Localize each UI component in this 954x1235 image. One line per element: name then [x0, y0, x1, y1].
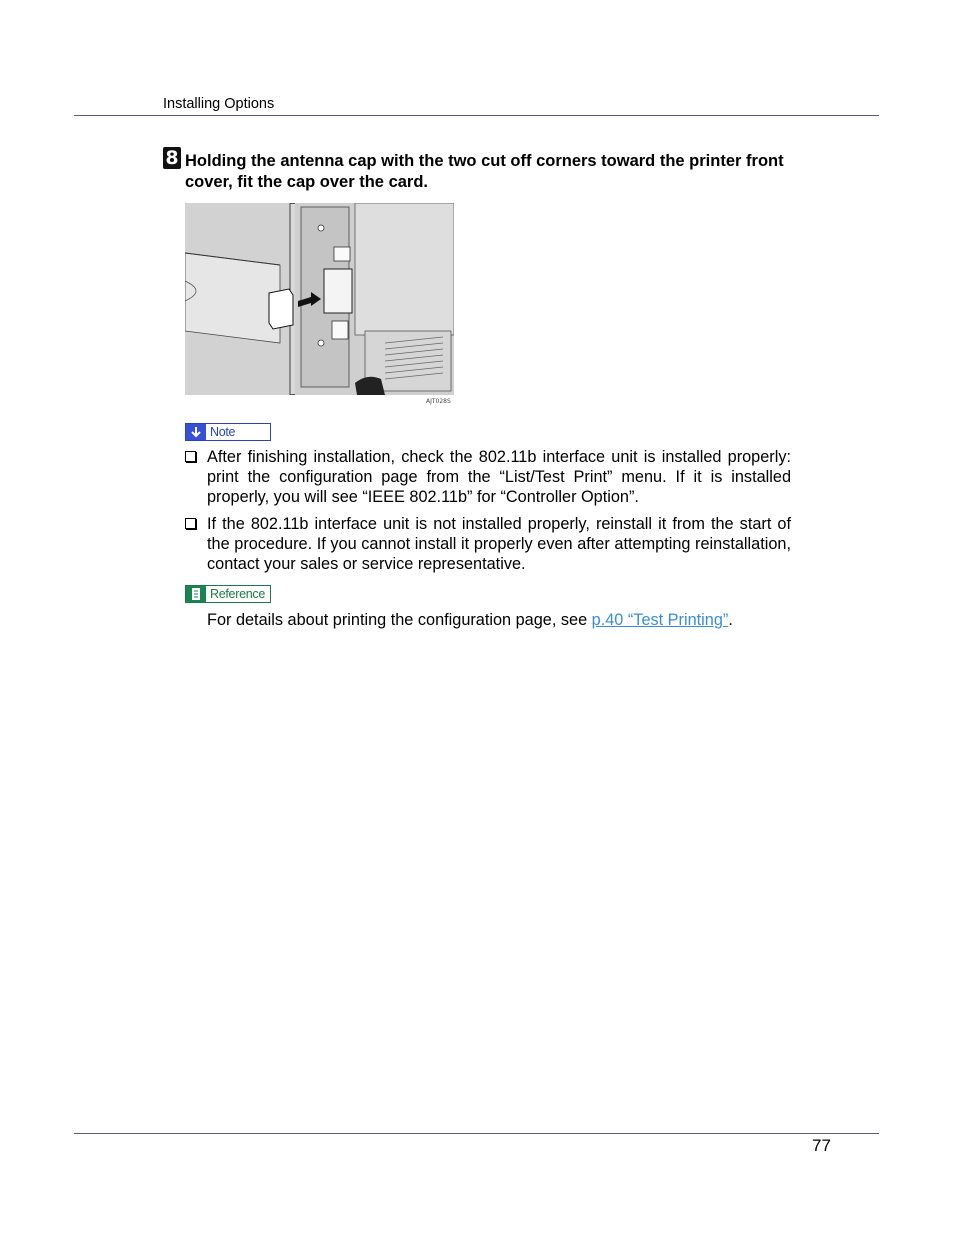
step-number: 8	[165, 147, 179, 169]
reference-paragraph	[207, 610, 733, 630]
test-printing-link[interactable]: p.40 “Test Printing”	[591, 611, 729, 629]
checkbox-bullet-icon	[185, 518, 196, 529]
note-label	[185, 423, 271, 441]
step-number-badge	[163, 147, 181, 169]
note-label-text: Note	[210, 425, 236, 439]
page-number: 77	[812, 1136, 831, 1155]
footer-rule	[74, 1133, 879, 1134]
checkbox-bullet-icon	[185, 451, 196, 462]
reference-label-text: Reference	[210, 587, 265, 601]
reference-text-end: .	[728, 611, 733, 629]
step-instruction: Holding the antenna cap with the two cut off corners toward the printer front cover, fit the cap over the card.	[185, 152, 784, 191]
document-icon	[186, 586, 206, 602]
note-item	[185, 447, 791, 507]
reference-label	[185, 585, 271, 603]
note-item	[185, 514, 791, 574]
antenna-cap-illustration	[185, 203, 454, 395]
down-arrow-icon	[186, 424, 206, 440]
reference-text: For details about printing the configuration page, see	[207, 611, 592, 629]
note-item-text: After finishing installation, check the 802.11b interface unit is installed properly: print the configuration page from the “List/Test Print” menu. If it is installed properly, you will see “IEEE 802.11b” for “Controller Option”.	[207, 448, 791, 506]
running-header: Installing Options	[163, 96, 275, 112]
figure-code: AJT028S	[426, 398, 451, 405]
note-item-text: If the 802.11b interface unit is not installed properly, reinstall it from the start of the procedure. If you cannot install it properly even after attempting reinstallation, contact your sales or service representative.	[207, 515, 791, 573]
header-rule	[74, 115, 879, 116]
